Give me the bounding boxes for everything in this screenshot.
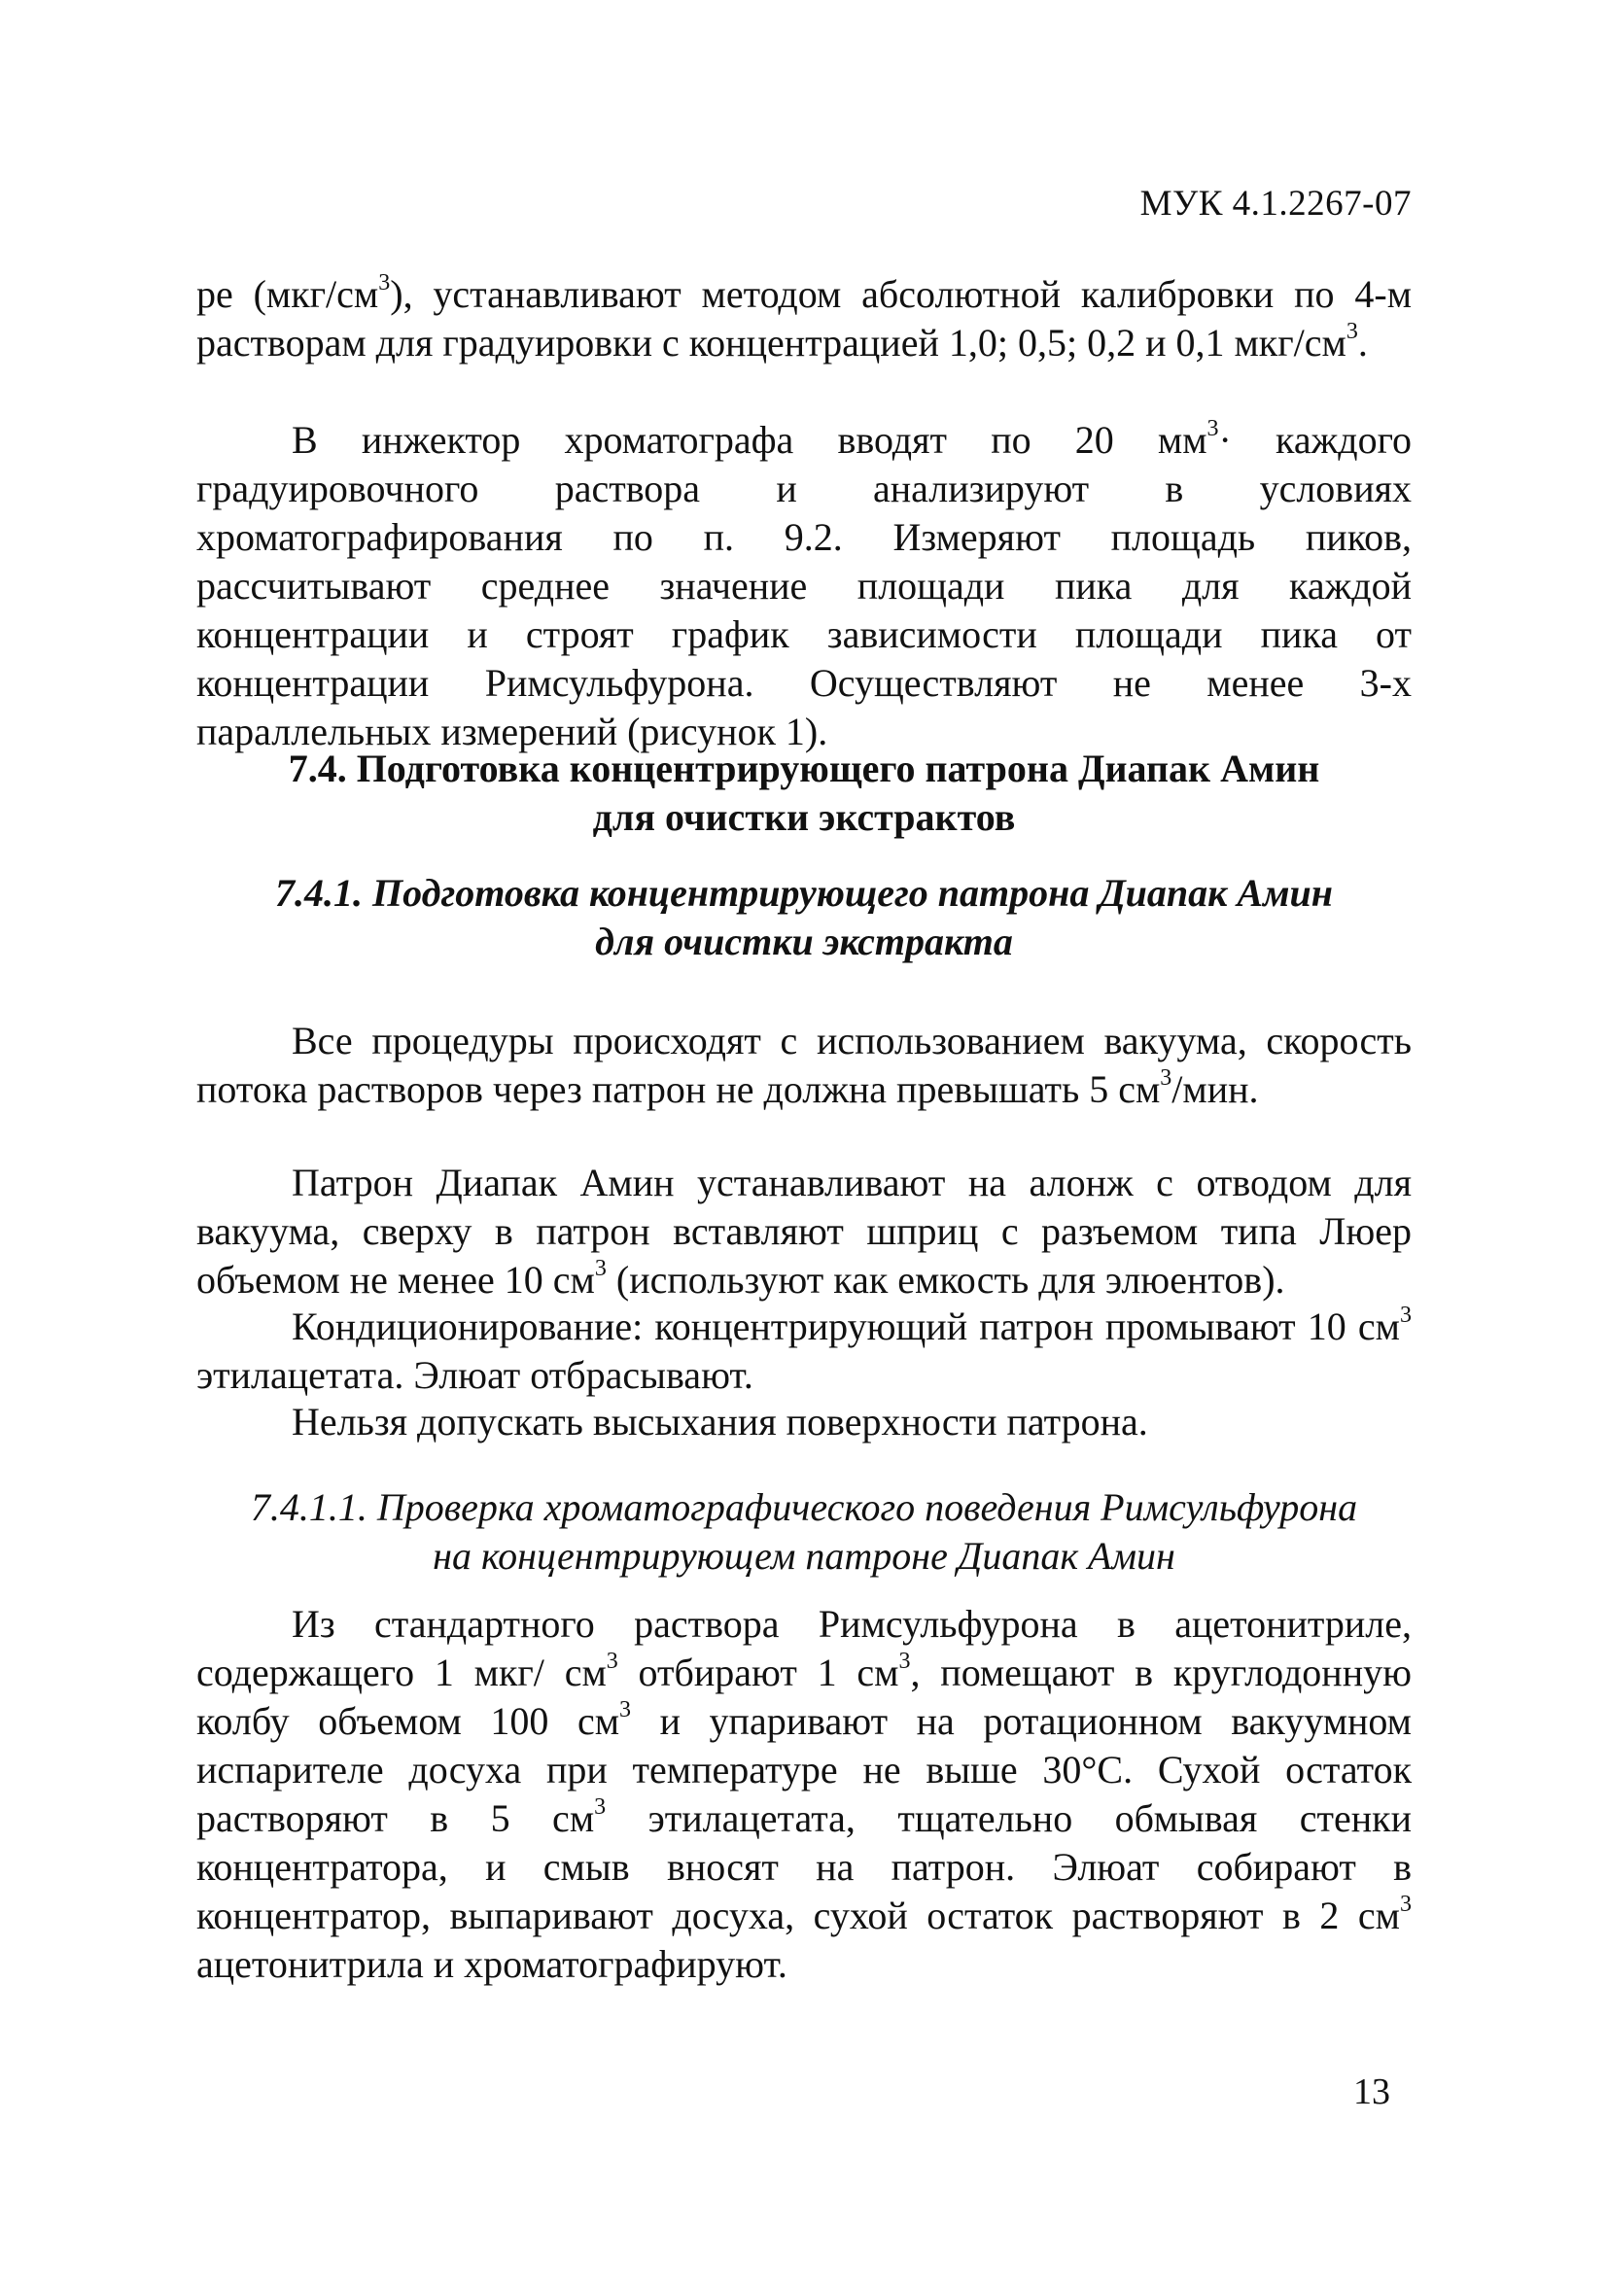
section-heading-7-4-1-1 — [196, 1483, 1412, 1581]
document-code-header: МУК 4.1.2267-07 — [1139, 184, 1412, 224]
section-heading-7-4 — [196, 745, 1412, 842]
text-run: отбирают 1 см — [617, 1651, 899, 1694]
text-run: · каждого градуировочного раствора и анализируют в условиях хроматографирования по п. 9.2. Измеряют площадь пиков, рассчитывают среднее значение площади пика для каждой концентрации и строят график зависимости площади пика от концентрации Римсульфурона. Осуществляют не менее 3-х параллельных измерений (рисунок 1). — [196, 418, 1412, 753]
text-run: ), устанавливают методом абсолютной калибровки по 4-м растворам для градуировки с концентрацией 1,0; 0,5; 0,2 и 0,1 мкг/см — [196, 272, 1413, 365]
paragraph-injection — [196, 416, 1412, 756]
text-run: /мин. — [1171, 1067, 1259, 1111]
paragraph-vacuum-procedures — [196, 1017, 1412, 1114]
superscript: 3 — [1400, 1303, 1412, 1328]
heading-line: для очистки экстракта — [595, 920, 1013, 963]
paragraph-no-drying — [196, 1398, 1412, 1446]
text-run: Нельзя допускать высыхания поверхности патрона. — [292, 1400, 1148, 1444]
heading-line: на концентрирующем патроне Диапак Амин — [433, 1534, 1175, 1578]
superscript: 3 — [1346, 319, 1358, 344]
text-run: Из стандартного раствора Римсульфурона в ацетонитриле, содержащего 1 мкг/ см — [196, 1602, 1412, 1694]
superscript: 3 — [378, 270, 391, 296]
section-heading-7-4-1 — [196, 869, 1412, 966]
text-run: и упаривают на ротационном вакуумном испарителе досуха при температуре не выше 30°С. Сухой остаток растворяют в 5 см — [196, 1699, 1412, 1840]
superscript: 3 — [619, 1697, 632, 1722]
superscript: 3 — [1206, 416, 1219, 441]
heading-line: 7.4. Подготовка концентрирующего патрона Диапак Амин — [288, 747, 1320, 790]
text-run: Все процедуры происходят с использованием вакуума, скорость потока растворов через патрон не должна превышать 5 см — [196, 1019, 1412, 1111]
text-run: (используют как емкость для элюентов). — [606, 1258, 1285, 1302]
heading-line: 7.4.1.1. Проверка хроматографического поведения Римсульфурона — [250, 1485, 1358, 1529]
page-number: 13 — [1353, 2071, 1390, 2112]
text-run: ацетонитрила и хроматографируют. — [196, 1942, 787, 1986]
paragraph-conditioning — [196, 1303, 1412, 1400]
superscript: 3 — [606, 1649, 618, 1674]
paragraph-calibration-continuation — [196, 270, 1412, 367]
text-run: этилацетата, тщательно обмывая стенки концентратора, и смыв вносят на патрон. Элюат собирают в концентратор, выпаривают досуха, сухой остаток растворяют в 2 см — [196, 1796, 1413, 1937]
text-run: ре (мкг/см — [196, 272, 379, 316]
superscript: 3 — [898, 1649, 911, 1674]
text-run: Кондиционирование: концентрирующий патрон промывают 10 см — [292, 1305, 1400, 1348]
text-run: этилацетата. Элюат отбрасывают. — [196, 1353, 753, 1397]
heading-line: 7.4.1. Подготовка концентрирующего патрона Диапак Амин — [275, 871, 1333, 915]
heading-line: для очистки экстрактов — [592, 795, 1016, 839]
paragraph-chromatographic-check — [196, 1600, 1412, 1989]
text-run: , помещают в круглодонную колбу объемом 100 см — [196, 1651, 1412, 1743]
paragraph-cartridge-setup — [196, 1159, 1412, 1305]
superscript: 3 — [594, 1256, 607, 1281]
text-run: В инжектор хроматографа вводят по 20 мм — [292, 418, 1207, 462]
superscript: 3 — [1160, 1065, 1172, 1091]
text-run: . — [1357, 321, 1368, 365]
text-run: Патрон Диапак Амин устанавливают на алонж с отводом для вакуума, сверху в патрон вставляют шприц с разъемом типа Люер объемом не менее 10 см — [196, 1161, 1412, 1302]
superscript: 3 — [594, 1794, 607, 1820]
superscript: 3 — [1400, 1892, 1412, 1917]
